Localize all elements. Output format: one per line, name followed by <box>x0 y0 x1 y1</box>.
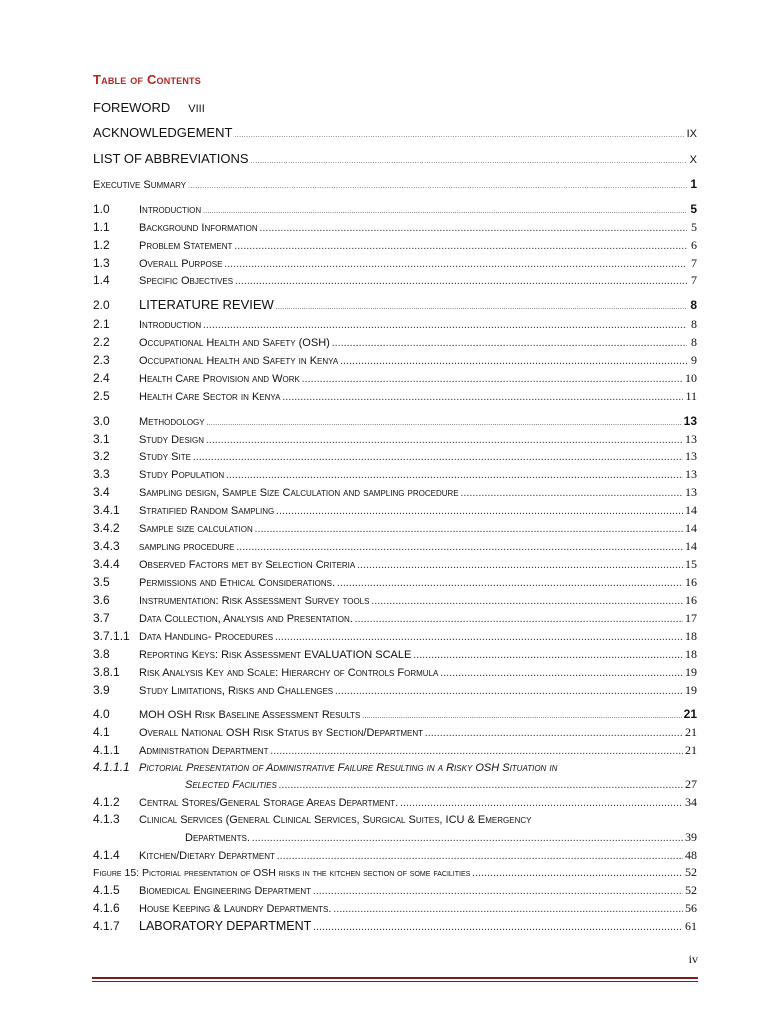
toc-entry-3-6[interactable] <box>93 593 697 609</box>
entry-page: 9 <box>691 353 697 367</box>
entry-page: 18 <box>685 647 697 661</box>
toc-entry-2-2[interactable] <box>93 335 697 351</box>
entry-number: 3.2 <box>93 449 110 463</box>
entry-title: LITERATURE REVIEW <box>139 297 274 312</box>
entry-title: Executive Summary <box>93 179 187 191</box>
entry-page: 39 <box>685 830 697 844</box>
entry-page: 8 <box>691 317 697 331</box>
entry-title: Sample size calculation <box>139 523 253 535</box>
dot-leader <box>371 595 683 609</box>
dot-leader <box>188 180 687 194</box>
entry-number: 3.5 <box>93 575 110 589</box>
toc-entry-3-3[interactable] <box>93 467 697 483</box>
entry-page: 21 <box>685 725 697 739</box>
entry-page: 15 <box>685 557 697 571</box>
entry-page: 61 <box>685 919 697 933</box>
entry-page: IX <box>686 128 697 140</box>
entry-title: Background Information <box>139 222 258 234</box>
toc-entry-4-1-1[interactable] <box>93 743 697 759</box>
dot-leader <box>235 275 687 289</box>
entry-number: 3.7 <box>93 611 110 625</box>
entry-number: 2.5 <box>93 389 110 403</box>
dot-leader <box>237 541 683 555</box>
entry-title: ACKNOWLEDGEMENT <box>93 125 233 140</box>
dot-leader <box>302 373 683 387</box>
entry-page: 34 <box>685 795 697 809</box>
entry-title: Health Care Provision and Work <box>139 373 300 385</box>
entry-title: Occupational Health and Safety in Kenya <box>139 355 339 367</box>
entry-title: Study Design <box>139 434 205 446</box>
entry-number: 3.4.3 <box>93 539 120 553</box>
toc-entry-abbreviations[interactable] <box>93 152 697 169</box>
entry-number: 2.1 <box>93 317 110 331</box>
entry-number: 4.1.2 <box>93 795 120 809</box>
toc-entry-3-9[interactable] <box>93 683 697 699</box>
entry-number: 3.0 <box>93 414 110 428</box>
toc-entry-acknowledgement[interactable] <box>93 126 697 143</box>
entry-number: 4.1.1.1 <box>93 760 130 774</box>
entry-page: 1 <box>690 177 697 191</box>
entry-page: 5 <box>691 220 697 234</box>
entry-page: 16 <box>685 593 697 607</box>
entry-title: Introduction <box>139 204 202 216</box>
entry-page: 21 <box>683 707 697 721</box>
entry-title: Introduction <box>139 319 202 331</box>
toc-entry-1-0[interactable] <box>93 202 697 218</box>
entry-page: 13 <box>685 432 697 446</box>
dot-leader <box>207 416 682 430</box>
dot-leader <box>332 337 687 351</box>
entry-page: 5 <box>690 202 697 216</box>
entry-page: 13 <box>685 449 697 463</box>
entry-page: 21 <box>685 743 697 757</box>
entry-title: Kitchen/Dietary Department <box>139 850 275 862</box>
toc-entry-1-3[interactable] <box>93 256 697 272</box>
toc-entry-4-1-3[interactable] <box>93 812 697 827</box>
entry-number: 3.8.1 <box>93 665 120 679</box>
entry-page: 52 <box>685 883 697 897</box>
entry-number: 3.6 <box>93 593 110 607</box>
toc-entry-3-4[interactable] <box>93 485 697 501</box>
toc-entry-1-1[interactable] <box>93 220 697 236</box>
entry-title: Biomedical Engineering Department <box>139 885 312 897</box>
toc-entry-3-4-4[interactable] <box>93 557 697 573</box>
entry-page: 14 <box>685 539 697 553</box>
toc-entry-4-1-4[interactable] <box>93 848 697 864</box>
entry-number: 2.0 <box>93 298 110 312</box>
entry-title: Study Population <box>139 469 225 481</box>
entry-title: House Keeping & Laundry Departments. <box>139 903 332 915</box>
dot-leader <box>313 921 683 935</box>
toc-entry-3-5[interactable] <box>93 575 697 591</box>
dot-leader <box>425 727 683 741</box>
entry-title: sampling procedure <box>139 541 235 553</box>
dot-leader <box>251 155 687 169</box>
entry-title: Study Site <box>139 451 191 463</box>
entry-title-continued: Selected Facilities <box>185 779 277 791</box>
entry-page: 18 <box>685 629 697 643</box>
entry-page: 7 <box>691 273 697 287</box>
toc-entry-3-8-1[interactable] <box>93 665 697 681</box>
entry-title-continued: Departments. <box>185 832 250 844</box>
entry-title: Data Handling- Procedures <box>139 631 274 643</box>
toc-entry-2-0[interactable] <box>93 298 697 314</box>
entry-number: 3.1 <box>93 432 110 446</box>
dot-leader <box>260 222 687 236</box>
entry-number: 3.3 <box>93 467 110 481</box>
entry-title: Administration Department <box>139 745 269 757</box>
dot-leader <box>472 867 683 881</box>
entry-title: LIST OF ABBREVIATIONS <box>93 151 249 166</box>
toc-entry-3-7-1-1[interactable] <box>93 629 697 645</box>
entry-title: Data Collection, Analysis and Presentation. <box>139 613 353 625</box>
dot-leader <box>276 300 687 314</box>
entry-page: X <box>689 154 697 166</box>
toc-entry-3-4-1[interactable] <box>93 503 697 519</box>
dot-leader <box>279 779 683 793</box>
dot-leader <box>282 391 683 405</box>
entry-page: 8 <box>691 335 697 349</box>
toc-entry-executive-summary[interactable] <box>93 177 697 194</box>
entry-number: 4.1.6 <box>93 901 120 915</box>
page-number: iv <box>688 952 698 966</box>
entry-page: 14 <box>685 521 697 535</box>
toc-entry-2-4[interactable] <box>93 371 697 387</box>
entry-title: Stratified Random Sampling <box>139 505 275 517</box>
toc-entry-3-4-2[interactable] <box>93 521 697 537</box>
entry-title: Sampling design, Sample Size Calculation and sampling procedure <box>139 487 459 499</box>
dot-leader <box>461 487 683 501</box>
toc-title: Table of Contents <box>93 72 201 87</box>
dot-leader <box>270 745 683 759</box>
dot-leader <box>333 903 683 917</box>
toc-entry-2-1[interactable] <box>93 317 697 333</box>
entry-title: Permissions and Ethical Considerations. <box>139 577 336 589</box>
entry-number: 4.1.3 <box>93 812 120 826</box>
dot-leader <box>362 709 681 723</box>
toc-entry-figure-15[interactable] <box>93 865 697 881</box>
entry-page: 56 <box>685 901 697 915</box>
entry-page: 19 <box>685 683 697 697</box>
entry-number: 3.4.2 <box>93 521 120 535</box>
entry-page: 16 <box>685 575 697 589</box>
dot-leader <box>226 469 683 483</box>
entry-page: 48 <box>685 848 697 862</box>
dot-leader <box>255 523 683 537</box>
entry-title: Problem Statement <box>139 240 233 252</box>
entry-title: Reporting Keys: Risk Assessment EVALUATION SCALE <box>139 649 412 661</box>
entry-title: Study Limitations, Risks and Challenges <box>139 685 334 697</box>
dot-leader <box>234 240 687 254</box>
entry-page: 13 <box>683 414 697 428</box>
entry-title: Risk Analysis Key and Scale: Hierarchy of Controls Formula <box>139 667 439 679</box>
toc-entry-2-5[interactable] <box>93 389 697 405</box>
entry-number: 3.4 <box>93 485 110 499</box>
entry-title: Clinical Services (General Clinical Services, Surgical Suites, ICU & Emergency <box>139 814 532 826</box>
entry-page: 13 <box>685 467 697 481</box>
entry-page: 52 <box>685 865 697 879</box>
dot-leader <box>400 797 683 811</box>
toc-entry-3-7[interactable] <box>93 611 697 627</box>
dot-leader <box>337 577 683 591</box>
toc-entry-4-1-3-cont[interactable] <box>185 830 697 846</box>
entry-number: 2.4 <box>93 371 110 385</box>
entry-title: Occupational Health and Safety (OSH) <box>139 337 330 349</box>
entry-number: 4.1.5 <box>93 883 120 897</box>
entry-title: Specific Objectives <box>139 275 234 287</box>
entry-page: 8 <box>690 298 697 312</box>
dot-leader <box>234 129 684 143</box>
entry-title: Pictorial Presentation of Administrative Failure Resulting in a Risky OSH Situation in <box>139 762 558 774</box>
entry-page: 10 <box>685 371 697 385</box>
entry-number: 1.0 <box>93 202 110 216</box>
toc-entry-4-1-1-1-cont[interactable] <box>185 777 697 793</box>
toc-entry-4-1-5[interactable] <box>93 883 697 899</box>
dot-leader <box>340 355 687 369</box>
entry-title: LABORATORY DEPARTMENT <box>139 919 312 933</box>
dot-leader <box>203 319 687 333</box>
toc-entry-3-8[interactable] <box>93 647 697 663</box>
toc-entry-4-1-1-1[interactable] <box>93 760 697 775</box>
toc-entry-4-1-2[interactable] <box>93 795 697 811</box>
dot-leader <box>277 850 683 864</box>
entry-title: Overall National OSH Risk Status by Section/Department <box>139 727 424 739</box>
dot-leader <box>252 832 683 846</box>
entry-number: 4.1 <box>93 725 110 739</box>
dot-leader <box>206 434 683 448</box>
toc-entry-3-4-3[interactable] <box>93 539 697 555</box>
entry-page: 13 <box>685 485 697 499</box>
entry-number: 2.3 <box>93 353 110 367</box>
dot-leader <box>276 505 683 519</box>
toc-entry-4-0[interactable] <box>93 707 697 723</box>
dot-leader <box>275 631 683 645</box>
footer-rule-thin <box>92 981 698 982</box>
toc-entry-3-0[interactable] <box>93 414 697 430</box>
entry-page: 19 <box>685 665 697 679</box>
entry-page: 11 <box>685 389 697 403</box>
dot-leader <box>355 613 683 627</box>
dot-leader <box>413 649 683 663</box>
entry-title: Figure 15: Pictorial presentation of OSH risks in the kitchen section of some facilities <box>93 867 471 879</box>
toc-entry-1-4[interactable] <box>93 273 697 289</box>
toc-entry-4-1[interactable] <box>93 725 697 741</box>
toc-entry-4-1-7[interactable] <box>93 919 697 935</box>
toc-entry-3-1[interactable] <box>93 432 697 448</box>
entry-number: 3.4.4 <box>93 557 120 571</box>
entry-title: Instrumentation: Risk Assessment Survey tools <box>139 595 370 607</box>
entry-title: FOREWORD <box>93 100 171 115</box>
dot-leader <box>357 559 683 573</box>
entry-number: 1.4 <box>93 273 110 287</box>
entry-number: 4.1.7 <box>93 919 120 933</box>
dot-leader <box>224 258 687 272</box>
entry-page: 14 <box>685 503 697 517</box>
dot-leader <box>203 204 687 218</box>
entry-number: 4.1.4 <box>93 848 120 862</box>
toc-entry-4-1-6[interactable] <box>93 901 697 917</box>
entry-number: 3.7.1.1 <box>93 629 130 643</box>
entry-number: 3.9 <box>93 683 110 697</box>
entry-number: 1.3 <box>93 256 110 270</box>
entry-page: VIII <box>188 103 205 115</box>
entry-title: Observed Factors met by Selection Criteria <box>139 559 356 571</box>
dot-leader <box>313 885 683 899</box>
entry-page: 6 <box>691 238 697 252</box>
entry-page: 27 <box>685 777 697 791</box>
entry-number: 4.0 <box>93 707 110 721</box>
entry-title: Central Stores/General Storage Areas Department. <box>139 797 399 809</box>
footer-rule-thick <box>92 977 698 979</box>
entry-title: Health Care Sector in Kenya <box>139 391 281 403</box>
entry-title: Overall Purpose <box>139 258 223 270</box>
toc-entry-1-2[interactable] <box>93 238 697 254</box>
entry-number: 1.2 <box>93 238 110 252</box>
toc-entry-foreword[interactable] <box>93 101 697 116</box>
toc-entry-3-2[interactable] <box>93 449 697 465</box>
entry-number: 3.8 <box>93 647 110 661</box>
toc-entry-2-3[interactable] <box>93 353 697 369</box>
entry-title: Methodology <box>139 416 205 428</box>
entry-number: 1.1 <box>93 220 110 234</box>
dot-leader <box>193 451 683 465</box>
entry-number: 4.1.1 <box>93 743 120 757</box>
entry-title: MOH OSH Risk Baseline Assessment Results <box>139 709 361 721</box>
entry-number: 3.4.1 <box>93 503 120 517</box>
entry-page: 7 <box>691 256 697 270</box>
dot-leader <box>440 667 683 681</box>
entry-number: 2.2 <box>93 335 110 349</box>
entry-page: 17 <box>685 611 697 625</box>
dot-leader <box>335 685 683 699</box>
